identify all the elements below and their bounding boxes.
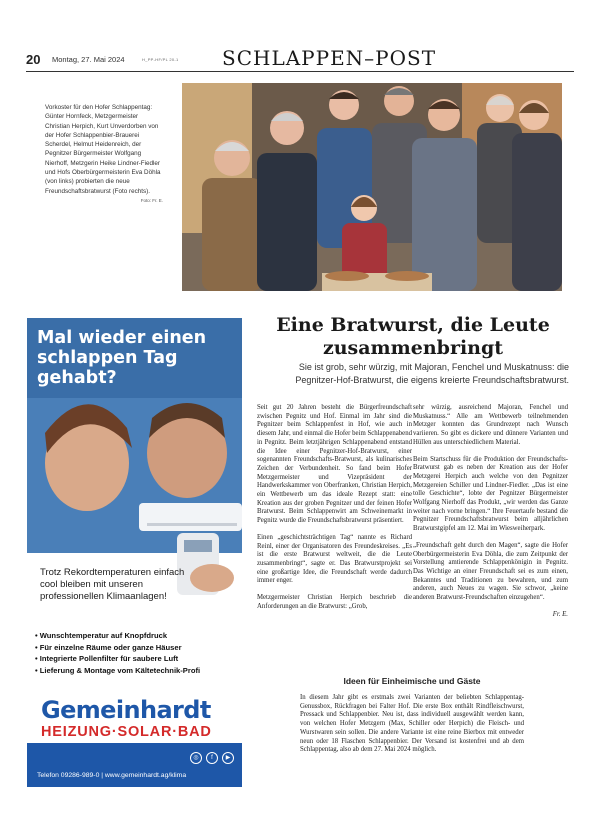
article-paragraph: Einen „geschichtsträchtigen Tag“ nannte es Richard Reinl, einer der Organisatoren des Freundeskreises. „Es ist die erste Bratwurst weltweit, die die Leute zusammenbringt“, sagte er. Das Bratwurstprojekt sei eine großartige Idee, die Freundschaft werde dadurch immer enger. bbox=[257, 533, 412, 585]
ad-headline: Mal wieder einen schlappen Tag gehabt? bbox=[37, 328, 207, 388]
article-paragraph: Metzgermeister Christian Herpich beschrieb die Anforderungen an die Bratwurst: „Grob, bbox=[257, 594, 412, 610]
ad-bullet-list bbox=[35, 630, 240, 676]
photo-caption bbox=[45, 103, 163, 205]
ad-bullet: • Wunschtemperatur auf Knopfdruck bbox=[35, 631, 168, 640]
ad-social-icons bbox=[190, 752, 234, 764]
article-column-2 bbox=[413, 404, 568, 619]
infobox-text: In diesem Jahr gibt es erstmals zwei Varianten der beliebten Schlappentag-Genussbox, Rückfragen bei Falter Hof. Die erste Box enthält Rindfleischwurst, Pressack und Schlappenbier. Neu ist, dass individuell ausgewählt werden kann, von welchen Hofer Metzgern (Max, Schiller oder Herpich) die Fleisch- und Wurstwaren sein sollen. Die andere Variante ist eine reine Bierbox mit entweder neun oder 18 Flaschen Schlappenbier. Der Versand ist kostenfrei und ab dem Schlappentag, also ab dem 27. Mai 2024 möglich. bbox=[300, 694, 524, 754]
ad-tagline: HEIZUNG·SOLAR·BAD bbox=[41, 724, 212, 740]
instagram-icon[interactable]: ◎ bbox=[190, 752, 202, 764]
edition-code: H_PP-HF/PL 20-1 bbox=[142, 57, 179, 62]
ad-subtext: Trotz Rekordtemperaturen einfach cool bleiben mit unseren professionellen Klimaanlagen! bbox=[40, 567, 185, 602]
photo-caption-text: Vorkoster für den Hofer Schlappentag: Günter Hornfeck, Metzgermeister Christian Herpich, Kurt Unverdorben von der Hofer Schlappenbier-Brauerei Scherdel, Helmut Heidenreich, der Pegnitzer Bürgermeister Wolfgang Nierhoff, Metzgerin Heike Lindner-Fiedler und Hofs Oberbürgermeisterin Eva Döhla (von links) probierten die neue Freundschaftsbratwurst (Foto rechts). bbox=[45, 104, 161, 195]
section-title: SCHLAPPEN–POST bbox=[222, 46, 437, 70]
article-title: Eine Bratwurst, die Leute zusammenbringt bbox=[276, 314, 550, 359]
ad-contact: Telefon 09286-989-0 | www.gemeinhardt.ag/klima bbox=[37, 772, 187, 779]
issue-date: Montag, 27. Mai 2024 bbox=[52, 55, 125, 64]
ad-bullet: • Integrierte Pollenfilter für saubere Luft bbox=[35, 654, 179, 663]
ad-brand-logo: Gemeinhardt bbox=[41, 696, 211, 724]
facebook-icon[interactable]: f bbox=[206, 752, 218, 764]
ad-hero bbox=[27, 318, 242, 602]
article-paragraph: Seit gut 20 Jahren besteht die Bürgerfreundschaft zwischen Pegnitz und Hof. Einmal im Jahr sind die Pegnitzer beim Schlappenfest in Hof, wie auch in diesem Jahr, und einmal die Hofer beim Schlappenabend in Pegnitz. Beim letztjährigen Schlappenabend entstand die Idee einer Pegnitzer-Hof-Bratwurst, einer sogenannten Freundschafts-Bratwurst, als kulinarisches Zeichen der Verbundenheit. So fand beim Hofer Metzgermeister und Vizepräsident der Handwerkskammer von Oberfranken, Christian Herpich, ein Wettbewerb um das ideale Rezept statt: eine Kreation aus der groben Pegnitzer und der feinen Hofer Bratwurst. Beim Schlappenwirt am Schweinemarkt in Pegnitz wurde die Freundschaftsbratwurst präsentiert. bbox=[257, 404, 412, 525]
page-header bbox=[26, 48, 574, 72]
group-photo-illustration bbox=[182, 83, 562, 291]
photo-credit: Foto: Fr. E. bbox=[140, 197, 163, 203]
youtube-icon[interactable]: ▶ bbox=[222, 752, 234, 764]
ad-bullet: • Lieferung & Montage vom Kältetechnik-Profi bbox=[35, 665, 201, 675]
article-author: Fr. E. bbox=[552, 610, 568, 618]
article-lead: Sie ist grob, sehr würzig, mit Majoran, Fenchel und Muskatnuss: die Pegnitzer-Hof-Bratwurst, die eigens kreierte Freundschaftsbratwurst. bbox=[295, 362, 569, 385]
article-paragraph: „Freundschaft geht durch den Magen“, sagte die Hofer Oberbürgermeisterin Eva Döhla, die zum Zeitpunkt der Vorstellung amtierende Schlappenkönigin in Pegnitz. Das Wichtige an einer Freundschaft sei es zum einen, Bekanntes und Traditionen zu bewahren, und zum anderen, auch Neues zu wagen. Sie schwor, „keine anderen Bratwurst-Freundschaften einzugehen“. bbox=[413, 541, 568, 602]
group-photo bbox=[182, 83, 562, 291]
page-number: 20 bbox=[26, 52, 41, 67]
article-column-1 bbox=[257, 404, 412, 619]
ad-bullet: • Für einzelne Räume oder ganze Häuser bbox=[35, 642, 182, 652]
infobox-title: Ideen für Einheimische und Gäste bbox=[343, 676, 481, 686]
article-paragraph: sehr würzig, ausreichend Majoran, Fenchel und Muskatnuss.“ Alle am Wettbewerb teilnehmenden Metzger konnten das Grundrezept nach Wunsch variieren. So gibt es dickere und dünnere Varianten und Hüllen aus unterschiedlichem Material. bbox=[413, 404, 568, 446]
ad-footer bbox=[27, 743, 242, 787]
climate-ad bbox=[27, 318, 242, 787]
article-paragraph: Beim Startschuss für die Produktion der Freundschafts-Bratwurst gab es neben der Kreation aus der Hofer Metzgerei Herpich auch welche von den Pegnitzer Metzgereien Schiller und Lindner-Fiedler. „Das ist eine tolle Geschichte“, lobte der Pegnitzer Bürgermeister Wolfgang Nierhoff das Produkt, „wir werden das Ganze weiter nach vorne bringen.“ Ihre Feuertaufe bestand die Pegnitzer Freundschaftsbratwurst beim alljährlichen Bratwurstgipfel am 12. Mai im Wiesweiherpark. bbox=[413, 455, 568, 533]
